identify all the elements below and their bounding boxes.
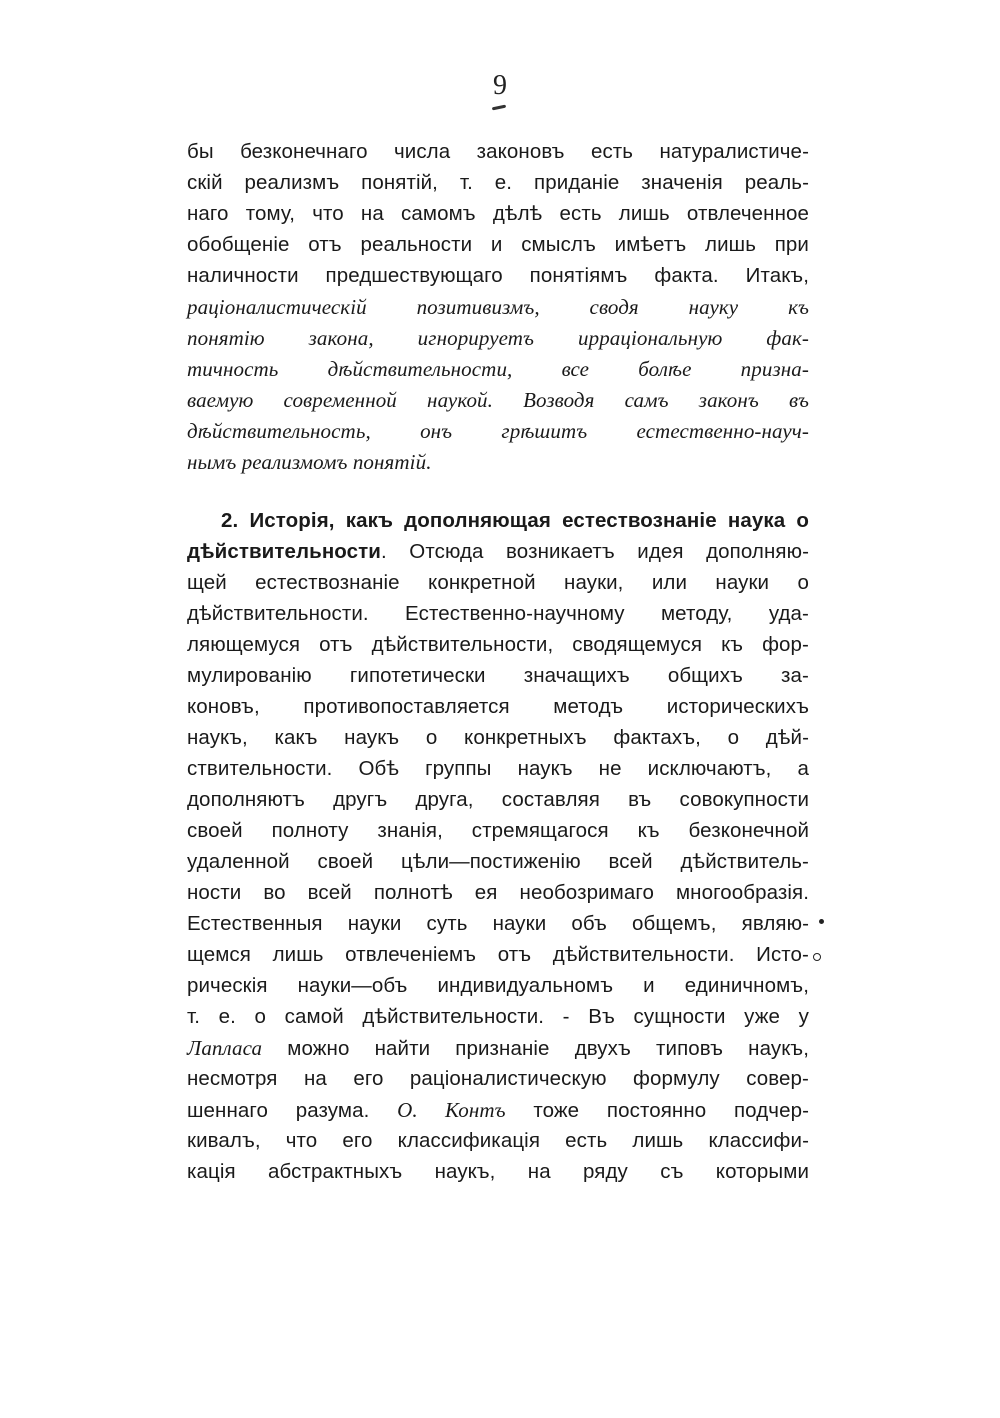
name-laplace: Лапласа xyxy=(187,1036,263,1060)
text-line: наго тому, что на самомъ дѣлѣ есть лишь отвлеченное xyxy=(187,202,809,225)
text-line: ности во всей полнотѣ ея необозримаго многообразія. xyxy=(187,881,809,904)
text-line: Естественныя науки суть науки объ общемъ, являю- xyxy=(187,912,809,935)
text-line-italic: дѣйствительность, онъ грѣшитъ естественно-науч- xyxy=(187,419,809,443)
text-run: . Отсюда возникаетъ идея дополняю- xyxy=(381,540,809,563)
text-line: несмотря на его раціоналистическую формулу совер- xyxy=(187,1067,809,1090)
text-line: скій реализмъ понятій, т. е. приданіе значенія реаль- xyxy=(187,171,809,194)
text-line: дополняютъ другъ друга, составляя въ совокупности xyxy=(187,788,809,811)
text-run: можно найти признаніе двухъ типовъ наукъ, xyxy=(262,1037,809,1060)
text-run: шеннаго разума. xyxy=(187,1099,398,1122)
text-line: своей полноту знанія, стремящагося къ безконечной xyxy=(187,819,809,842)
text-line xyxy=(187,1095,809,1125)
text-line: рическія науки—объ индивидуальномъ и единичномъ, xyxy=(187,974,809,997)
text-line-italic: ваемую современной наукой. Возводя самъ законъ въ xyxy=(187,388,809,412)
text-line: т. е. о самой дѣйствительности. - Въ сущности уже у xyxy=(187,1005,809,1028)
text-line: щемся лишь отвлеченіемъ отъ дѣйствительности. Исто- xyxy=(187,943,809,966)
text-line: дѣйствительности. Естественно-научному методу, уда- xyxy=(187,602,809,625)
text-line-italic: понятію закона, игнорируетъ ирраціональную фак- xyxy=(187,326,809,350)
page-number: 9 xyxy=(493,70,507,101)
text-line xyxy=(187,537,809,567)
margin-mark xyxy=(813,953,821,961)
text-line: обобщеніе отъ реальности и смыслъ имѣетъ лишь при xyxy=(187,233,809,256)
text-line xyxy=(187,1033,809,1063)
margin-mark xyxy=(819,919,824,924)
text-line: мулированію гипотетически значащихъ общихъ за- xyxy=(187,664,809,687)
text-line: кивалъ, что его классификація есть лишь классифи- xyxy=(187,1129,809,1152)
text-line: кація абстрактныхъ наукъ, на ряду съ которыми xyxy=(187,1160,809,1183)
text-line: ляющемуся отъ дѣйствительности, сводящемуся къ фор- xyxy=(187,633,809,656)
text-line: бы безконечнаго числа законовъ есть натуралистиче- xyxy=(187,140,809,163)
section-heading-cont: дѣйствительности xyxy=(187,540,382,563)
text-line-italic: тичность дѣйствительности, все болѣе призна- xyxy=(187,357,809,381)
text-line-italic: нымъ реализмомъ понятій. xyxy=(187,450,432,474)
text-line-italic: раціоналистическій позитивизмъ, сводя науку къ xyxy=(187,295,809,319)
text-line: щей естествознаніе конкретной науки, или науки о xyxy=(187,571,809,594)
page-number-mark xyxy=(492,105,506,111)
text-line: ствительности. Обѣ группы наукъ не исключаютъ, а xyxy=(187,757,809,780)
text-run: тоже постоянно подчер- xyxy=(505,1099,809,1122)
section-heading xyxy=(221,506,809,536)
text-line: наукъ, какъ наукъ о конкретныхъ фактахъ, о дѣй- xyxy=(187,726,809,749)
text-line: удаленной своей цѣли—постиженію всей дѣйствитель- xyxy=(187,850,809,873)
name-comte: О. Контъ xyxy=(397,1098,506,1122)
section-heading-text: 2. Исторія, какъ дополняющая естествознаніе наука о xyxy=(221,509,809,532)
text-line: наличности предшествующаго понятіямъ факта. Итакъ, xyxy=(187,264,809,287)
text-line: коновъ, противопоставляется методъ историческихъ xyxy=(187,695,809,718)
